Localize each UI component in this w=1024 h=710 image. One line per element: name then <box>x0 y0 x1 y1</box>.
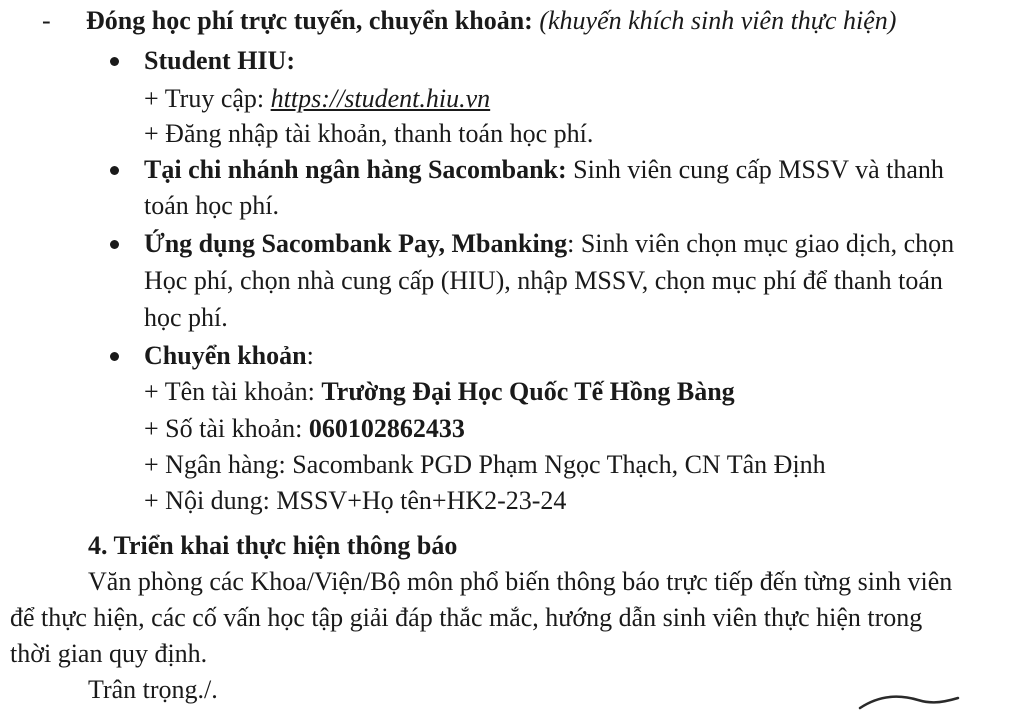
branch-line-1 <box>144 155 944 185</box>
online-payment-heading <box>86 6 896 36</box>
app-line-2: Học phí, chọn nhà cung cấp (HIU), nhập MSSV, chọn mục phí để thanh toán <box>144 266 943 295</box>
branch-line-2: toán học phí. <box>144 191 280 220</box>
transfer-title-line <box>144 341 314 371</box>
online-payment-note: (khuyến khích sinh viên thực hiện) <box>539 6 897 35</box>
bank-line: + Ngân hàng: Sacombank PGD Phạm Ngọc Thạch, CN Tân Định <box>144 450 826 479</box>
transfer-title-suffix: : <box>306 341 314 370</box>
app-line-3: học phí. <box>144 303 228 332</box>
student-hiu-access <box>144 84 490 114</box>
account-name-label: + Tên tài khoản: <box>144 377 322 406</box>
branch-title: Tại chi nhánh ngân hàng Sacombank: <box>144 155 567 184</box>
access-prefix: + Truy cập: <box>144 84 271 113</box>
transfer-title: Chuyển khoản <box>144 341 307 370</box>
app-line-1 <box>144 229 954 259</box>
student-hiu-login-step: + Đăng nhập tài khoản, thanh toán học phí. <box>144 119 594 148</box>
signature-stroke-icon <box>858 690 978 710</box>
bullet-icon <box>110 240 119 249</box>
account-name-value: Trường Đại Học Quốc Tế Hồng Bàng <box>321 377 735 406</box>
closing-text: Trân trọng./. <box>88 675 218 704</box>
section-dash: - <box>42 6 51 35</box>
bullet-icon <box>110 57 119 66</box>
section-4-heading: 4. Triển khai thực hiện thông báo <box>88 531 458 560</box>
account-number-label: + Số tài khoản: <box>144 414 309 443</box>
section-4-line-1: Văn phòng các Khoa/Viện/Bộ môn phổ biến thông báo trực tiếp đến từng sinh viên <box>88 567 953 596</box>
section-4-line-3: thời gian quy định. <box>10 639 208 668</box>
student-hiu-title: Student HIU: <box>144 46 295 75</box>
app-text: : Sinh viên chọn mục giao dịch, chọn <box>567 229 955 258</box>
transfer-content-line: + Nội dung: MSSV+Họ tên+HK2-23-24 <box>144 486 567 515</box>
account-number-line <box>144 414 465 444</box>
app-title: Ứng dụng Sacombank Pay, Mbanking <box>144 229 568 258</box>
account-number-value: 060102862433 <box>308 414 465 443</box>
bullet-icon <box>110 166 119 175</box>
student-portal-link[interactable]: https://student.hiu.vn <box>270 84 491 113</box>
branch-text: Sinh viên cung cấp MSSV và thanh <box>566 155 944 184</box>
account-name-line <box>144 377 735 407</box>
online-payment-label: Đóng học phí trực tuyến, chuyển khoản: <box>86 6 533 35</box>
bullet-icon <box>110 352 119 361</box>
section-4-line-2: để thực hiện, các cố vấn học tập giải đáp thắc mắc, hướng dẫn sinh viên thực hiện trong <box>10 603 923 632</box>
